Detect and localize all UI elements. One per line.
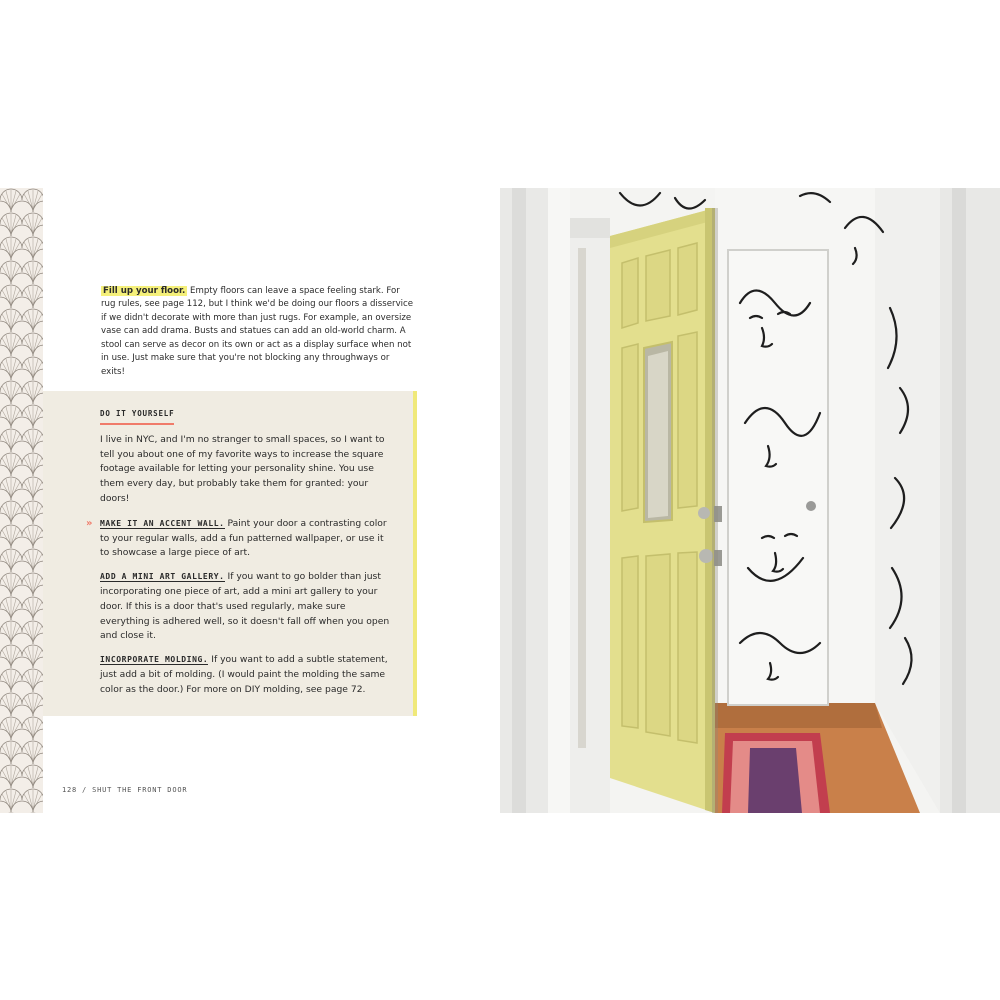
diy-heading: DO IT YOURSELF <box>100 407 174 425</box>
diy-item-keyword: MAKE IT AN ACCENT WALL. <box>100 518 225 528</box>
diy-intro-paragraph: I live in NYC, and I'm no stranger to small spaces, so I want to tell you about one of my favorite ways to increase the square footage available for letting your personality shine. You use them every day, but probably take them for granted: your doors! <box>100 433 385 504</box>
diy-item-text: If you want to go bolder than just incorporating one piece of art, add a mini art gallery to your door. If this is a door that's used regularly, make sure everything is adhered well, so it doesn't fall off when you open and close it. <box>100 571 390 642</box>
diy-item-keyword: ADD A MINI ART GALLERY. <box>100 572 225 582</box>
doorway-photo <box>500 188 1000 813</box>
intro-paragraph <box>101 285 416 380</box>
intro-text: Empty floors can leave a space feeling stark. For rug rules, see page 112, but I think we'd be doing our floors a disservice if we didn't decorate with more than just rugs. For example, an oversize vase can add drama. Busts and statues can add an old-world charm. A stool can serve as decor on its own or act as a display surface when not in use. Just make sure that you're not blocking any throughways or exits! <box>101 285 414 377</box>
diy-item-molding <box>100 653 390 697</box>
diy-box-edge <box>413 391 417 716</box>
fan-pattern-strip <box>0 188 43 813</box>
page-folio: 128 / SHUT THE FRONT DOOR <box>62 786 188 794</box>
diy-sidebar-box <box>43 391 413 716</box>
diy-content <box>86 407 390 707</box>
intro-highlight: Fill up your floor. <box>103 285 186 296</box>
diy-item-text: If you want to add a subtle statement, just add a bit of molding. (I would paint the molding the same color as the door.) For more on DIY molding, see page 72. <box>100 654 388 695</box>
book-spread <box>0 188 1000 813</box>
diy-item-keyword: INCORPORATE MOLDING. <box>100 655 209 665</box>
diy-item-accent-wall <box>86 517 390 561</box>
diy-item-mini-gallery <box>100 570 390 644</box>
diy-item-text: Paint your door a contrasting color to your regular walls, add a fun patterned wallpaper, or use it to showcase a large piece of art. <box>100 517 387 559</box>
chevron-icon: » <box>86 517 93 529</box>
left-page <box>0 188 500 813</box>
